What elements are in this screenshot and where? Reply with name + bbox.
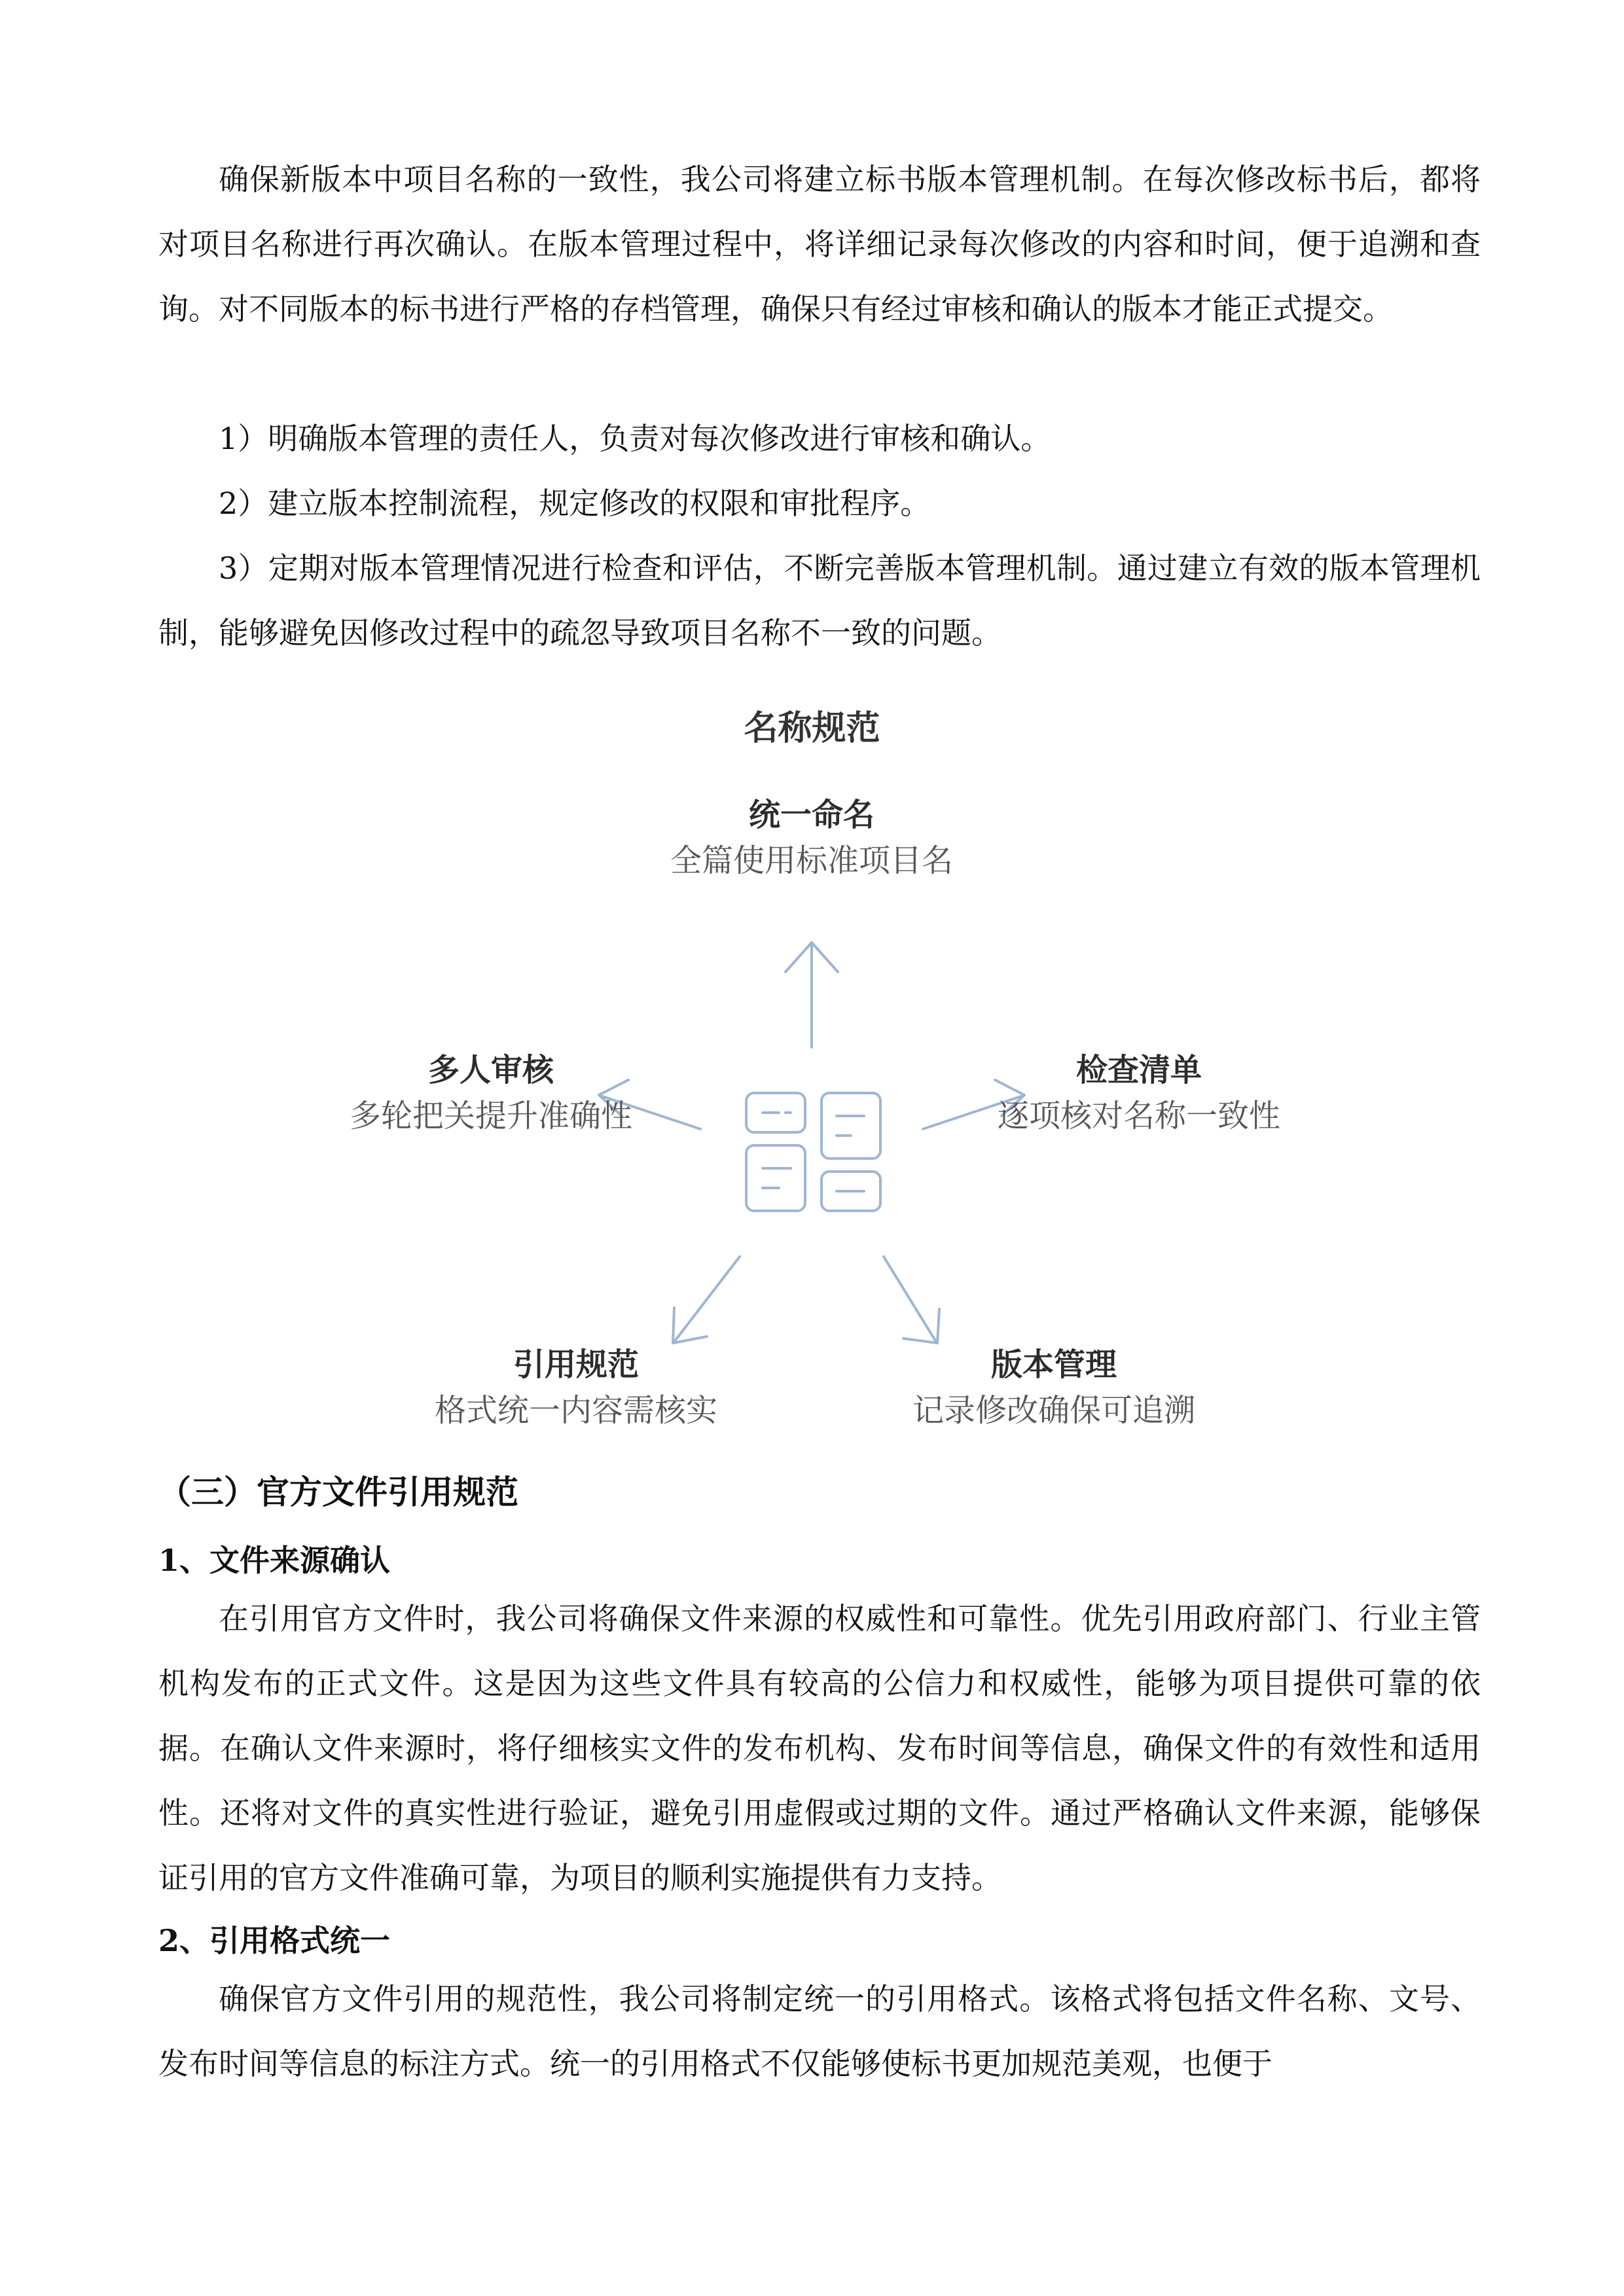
arrow-down-left-icon (673, 1257, 740, 1343)
node-title: 版本管理 (990, 1346, 1117, 1383)
paragraph-citation-format: 确保官方文件引用的规范性，我公司将制定统一的引用格式。该格式将包括文件名称、文号、发布时间等信息的标注方式。统一的引用格式不仅能够使标书更加规范美观，也便于 (158, 1981, 1481, 2081)
subsection-heading-1: 1、文件来源确认 (158, 1543, 391, 1578)
list-item-1: 1）明确版本管理的责任人，负责对每次修改进行审核和确认。 (219, 421, 1051, 456)
node-desc: 记录修改确保可追溯 (912, 1392, 1195, 1429)
node-checklist (962, 1047, 1316, 1139)
list-item-3: 3）定期对版本管理情况进行检查和评估，不断完善版本管理机制。通过建立有效的版本管理机制，能够避免因修改过程中的疏忽导致项目名称不一致的问题。 (158, 550, 1481, 651)
node-desc: 多轮把关提升准确性 (349, 1098, 632, 1134)
node-title: 引用规范 (513, 1346, 639, 1383)
paragraph-source-confirmation: 在引用官方文件时，我公司将确保文件来源的权威性和可靠性。优先引用政府部门、行业主管机构发布的正式文件。这是因为这些文件具有较高的公信力和权威性，能够为项目提供可靠的依据。在确认文件来源时，将仔细核实文件的发布机构、发布时间等信息，确保文件的有效性和适用性。还将对文件的真实性进行验证，避免引用虚假或过期的文件。通过严格确认文件来源，能够保证引用的官方文件准确可靠，为项目的顺利实施提供有力支持。 (158, 1601, 1481, 1895)
arrow-down-right-icon (884, 1257, 939, 1343)
node-version-management (877, 1342, 1231, 1433)
naming-standard-diagram (0, 681, 1624, 1453)
node-title: 检查清单 (1075, 1052, 1202, 1088)
section-heading: （三）官方文件引用规范 (158, 1473, 518, 1511)
paragraph-version-management: 确保新版本中项目名称的一致性，我公司将建立标书版本管理机制。在每次修改标书后，都将对项目名称进行再次确认。在版本管理过程中，将详细记录每次修改的内容和时间，便于追溯和查询。对不同版本的标书进行严格的存档管理，确保只有经过审核和确认的版本才能正式提交。 (158, 162, 1481, 327)
document-cards-icon (746, 1093, 880, 1211)
arrow-up-icon (785, 942, 838, 1047)
subsection-heading-2: 2、引用格式统一 (158, 1923, 391, 1958)
node-unified-naming (648, 792, 975, 884)
node-desc: 全篇使用标准项目名 (670, 842, 953, 879)
diagram-title: 名称规范 (744, 709, 880, 748)
node-title: 统一命名 (748, 797, 875, 833)
node-citation-standard (399, 1342, 753, 1433)
node-desc: 格式统一内容需核实 (434, 1392, 717, 1429)
node-multi-review (314, 1047, 668, 1139)
node-desc: 逐项核对名称一致性 (997, 1098, 1280, 1134)
node-title: 多人审核 (427, 1052, 554, 1088)
list-item-2: 2）建立版本控制流程，规定修改的权限和审批程序。 (219, 486, 931, 521)
